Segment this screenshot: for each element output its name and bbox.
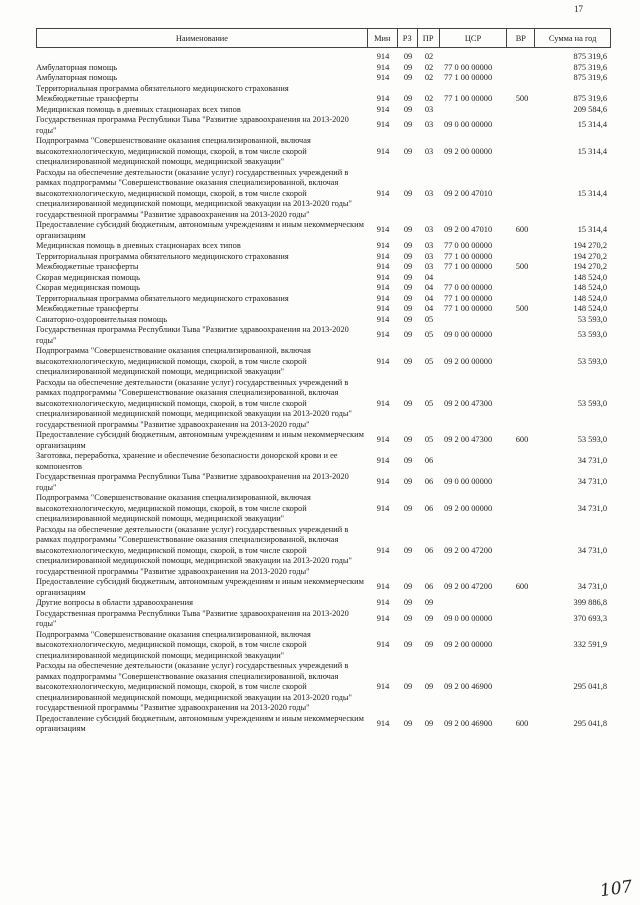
cell-name: Межбюджетные трансферты	[36, 262, 139, 271]
cell-rz: 09	[403, 640, 413, 649]
cell-pr: 09	[424, 598, 434, 607]
table-row	[36, 105, 611, 116]
cell-name: Санаторно-оздоровительная помощь	[36, 314, 168, 324]
cell-pr: 09	[424, 682, 434, 691]
cell-vr	[508, 598, 536, 609]
cell-pr: 04	[424, 293, 434, 303]
table-row	[36, 262, 611, 273]
cell-vr	[508, 346, 536, 378]
cell-rz: 09	[403, 456, 413, 466]
cell-vr: 600	[515, 435, 529, 445]
cell-sum: 15 314,4	[577, 146, 607, 156]
cell-vr	[508, 105, 536, 116]
cell-sum: 875 319,6	[573, 62, 607, 72]
cell-sum: 15 314,4	[577, 188, 607, 198]
cell-rz: 09	[403, 104, 413, 114]
cell-sum: 875 319,6	[573, 94, 607, 103]
cell-min: 914	[376, 104, 390, 114]
cell-csr: 09 2 00 00000	[444, 503, 493, 513]
table-row	[36, 325, 611, 346]
cell-csr: 77 0 00 00000	[444, 283, 493, 292]
cell-min: 914	[376, 188, 390, 198]
cell-csr: 09 0 00 00000	[444, 477, 493, 487]
cell-sum: 148 524,0	[573, 272, 607, 282]
cell-name: Заготовка, переработка, хранение и обеспечение безопасности донорской крови и ее компонентов	[36, 451, 338, 471]
table-row	[36, 315, 611, 326]
cell-sum: 194 270,2	[573, 262, 607, 271]
cell-name: Предоставление субсидий бюджетным, автономным учреждениям и иным некоммерческим организациям	[36, 430, 364, 450]
table-row	[36, 252, 611, 263]
cell-rz	[398, 84, 418, 95]
cell-csr: 09 0 00 00000	[444, 613, 493, 623]
cell-csr: 09 2 00 47300	[444, 398, 493, 408]
cell-sum: 148 524,0	[573, 304, 607, 313]
cell-rz: 09	[403, 188, 413, 198]
cell-sum: 148 524,0	[573, 293, 607, 303]
table-row	[36, 241, 611, 252]
cell-csr	[440, 451, 508, 472]
cell-name: Государственная программа Республики Тыва "Развитие здравоохранения на 2013-2020 годы"	[36, 472, 349, 492]
table-row	[36, 73, 611, 84]
cell-sum: 34 731,0	[577, 582, 607, 592]
table-row	[36, 115, 611, 136]
handwritten-mark: 107	[598, 876, 634, 902]
cell-vr: 600	[515, 718, 529, 728]
cell-name: Территориальная программа обязательного медицинского страхования	[36, 83, 289, 93]
header-min: Мин	[368, 29, 398, 47]
cell-min: 914	[376, 293, 390, 303]
cell-min: 914	[376, 262, 390, 271]
cell-csr	[440, 315, 508, 326]
cell-sum: 53 593,0	[577, 356, 607, 366]
cell-csr: 09 2 00 47010	[444, 188, 493, 198]
table-row	[36, 63, 611, 74]
cell-name: Предоставление субсидий бюджетным, автономным учреждениям и иным некоммерческим организациям	[36, 577, 364, 597]
cell-csr: 09 2 00 47010	[444, 225, 493, 235]
cell-rz: 09	[403, 477, 413, 487]
cell-vr	[508, 84, 536, 95]
cell-sum: 53 593,0	[577, 314, 607, 324]
cell-min: 914	[376, 718, 390, 728]
cell-pr: 05	[424, 398, 434, 408]
cell-rz: 09	[403, 435, 413, 445]
table-row	[36, 84, 611, 95]
cell-min: 914	[376, 314, 390, 324]
cell-name: Государственная программа Республики Тыва "Развитие здравоохранения на 2013-2020 годы"	[36, 325, 349, 345]
cell-pr: 09	[424, 640, 434, 649]
cell-csr: 77 1 00 00000	[444, 304, 493, 313]
cell-csr: 09 2 00 46900	[444, 682, 493, 691]
cell-sum: 332 591,9	[573, 640, 607, 649]
cell-vr	[508, 451, 536, 472]
cell-csr	[440, 84, 508, 95]
cell-vr	[508, 378, 536, 431]
cell-name: Межбюджетные трансферты	[36, 304, 139, 313]
cell-pr: 03	[424, 251, 434, 261]
cell-csr: 09 2 00 00000	[444, 640, 493, 649]
cell-name: Расходы на обеспечение деятельности (оказание услуг) государственных учреждений в рамках подпрограммы "Совершенствование оказания специализированной, включая высокотехнологическую, медицинской помощи, скорой, в том числе скорой специализированной медицинской помощи, медицинской эвакуации на 2013-2020 годы" государственной программы "Развитие здравоохранения на 2013-2020 годы"	[36, 377, 352, 429]
cell-name: Государственная программа Республики Тыва "Развитие здравоохранения на 2013-2020 годы"	[36, 608, 349, 628]
cell-sum: 295 041,8	[573, 718, 607, 728]
cell-pr: 04	[424, 304, 434, 313]
cell-sum: 875 319,6	[573, 52, 607, 61]
cell-rz: 09	[403, 283, 413, 292]
cell-name: Предоставление субсидий бюджетным, автономным учреждениям и иным некоммерческим организациям	[36, 220, 364, 240]
cell-vr	[508, 294, 536, 305]
table-row	[36, 493, 611, 525]
cell-name: Подпрограмма "Совершенствование оказания специализированной, включая высокотехнологическую, медицинской помощи, скорой, в том числе скорой специализированной медицинской помощи, медицинской эвакуации"	[36, 629, 311, 660]
cell-vr	[508, 63, 536, 74]
table-row	[36, 577, 611, 598]
cell-rz: 09	[403, 120, 413, 130]
cell-name: Подпрограмма "Совершенствование оказания специализированной, включая высокотехнологическую, медицинской помощи, скорой, в том числе скорой специализированной медицинской помощи, медицинской эвакуации"	[36, 136, 311, 166]
cell-min: 914	[376, 283, 390, 292]
cell-sum: 53 593,0	[577, 330, 607, 340]
cell-name: Территориальная программа обязательного медицинского страхования	[36, 293, 289, 303]
table-row	[36, 168, 611, 221]
cell-sum: 34 731,0	[577, 545, 607, 555]
cell-csr	[440, 273, 508, 284]
cell-min: 914	[376, 456, 390, 466]
cell-name: Скорая медицинская помощь	[36, 283, 140, 292]
cell-min: 914	[376, 545, 390, 555]
header-pr: ПР	[418, 29, 440, 47]
cell-sum: 34 731,0	[577, 456, 607, 466]
cell-vr	[508, 283, 536, 294]
header-sum: Сумма на год	[548, 33, 597, 43]
cell-vr: 600	[515, 225, 529, 235]
cell-pr: 05	[424, 330, 434, 340]
cell-name: Медицинская помощь в дневных стационарах всех типов	[36, 241, 241, 250]
cell-sum: 295 041,8	[573, 682, 607, 691]
cell-sum: 875 319,6	[573, 73, 607, 82]
cell-name: Амбулаторная помощь	[36, 73, 118, 82]
cell-vr	[508, 73, 536, 84]
cell-pr: 02	[424, 62, 434, 72]
cell-rz: 09	[403, 262, 413, 271]
cell-min: 914	[376, 73, 390, 82]
table-row	[36, 283, 611, 294]
cell-csr: 77 0 00 00000	[444, 241, 493, 250]
cell-rz: 09	[403, 52, 413, 61]
cell-rz: 09	[403, 251, 413, 261]
cell-pr: 03	[424, 120, 434, 130]
cell-sum: 148 524,0	[573, 283, 607, 292]
cell-vr	[508, 325, 536, 346]
cell-min: 914	[376, 477, 390, 487]
cell-name: Государственная программа Республики Тыва "Развитие здравоохранения на 2013-2020 годы"	[36, 115, 349, 135]
cell-rz: 09	[403, 146, 413, 156]
cell-csr	[440, 105, 508, 116]
cell-min: 914	[376, 503, 390, 513]
cell-rz: 09	[403, 314, 413, 324]
table-row	[36, 136, 611, 168]
cell-csr: 09 2 00 00000	[444, 146, 493, 156]
cell-vr	[508, 252, 536, 263]
cell-pr: 05	[424, 356, 434, 366]
cell-pr: 04	[424, 283, 434, 292]
cell-min: 914	[376, 598, 390, 607]
cell-sum: 194 270,2	[573, 241, 607, 250]
cell-name: Предоставление субсидий бюджетным, автономным учреждениям и иным некоммерческим организациям	[36, 713, 364, 733]
cell-csr: 77 1 00 00000	[444, 251, 493, 261]
cell-min: 914	[376, 52, 390, 61]
cell-pr: 03	[424, 241, 434, 250]
cell-sum: 15 314,4	[577, 225, 607, 235]
cell-vr: 600	[515, 582, 529, 592]
cell-min	[368, 84, 398, 95]
cell-rz: 09	[403, 94, 413, 103]
cell-rz: 09	[403, 718, 413, 728]
cell-rz: 09	[403, 598, 413, 607]
cell-vr	[508, 630, 536, 662]
cell-min: 914	[376, 330, 390, 340]
cell-sum: 34 731,0	[577, 503, 607, 513]
cell-pr: 02	[424, 94, 434, 103]
cell-csr: 77 0 00 00000	[444, 62, 493, 72]
cell-pr: 06	[424, 503, 434, 513]
table-row	[36, 220, 611, 241]
cell-pr: 06	[424, 477, 434, 487]
cell-min: 914	[376, 225, 390, 235]
cell-vr	[508, 609, 536, 630]
cell-pr: 03	[424, 188, 434, 198]
cell-csr: 77 1 00 00000	[444, 293, 493, 303]
cell-csr: 09 2 00 47300	[444, 435, 493, 445]
cell-rz: 09	[403, 613, 413, 623]
cell-csr: 09 2 00 00000	[444, 356, 493, 366]
table-row	[36, 430, 611, 451]
cell-rz: 09	[403, 62, 413, 72]
cell-sum: 209 584,6	[573, 104, 607, 114]
table-row	[36, 94, 611, 105]
table-row	[36, 598, 611, 609]
table-row	[36, 525, 611, 578]
cell-vr	[508, 115, 536, 136]
header-vr: ВР	[507, 29, 535, 47]
cell-min: 914	[376, 146, 390, 156]
cell-sum: 370 693,3	[573, 613, 607, 623]
cell-pr: 03	[424, 225, 434, 235]
table-body	[36, 52, 611, 735]
cell-csr	[440, 598, 508, 609]
table-row	[36, 609, 611, 630]
cell-vr	[508, 493, 536, 525]
cell-pr: 09	[424, 718, 434, 728]
cell-pr: 02	[424, 52, 434, 61]
table-row	[36, 378, 611, 431]
cell-min: 914	[376, 682, 390, 691]
cell-pr: 03	[424, 262, 434, 271]
cell-pr: 03	[424, 104, 434, 114]
cell-sum: 34 731,0	[577, 477, 607, 487]
cell-vr	[508, 315, 536, 326]
cell-vr	[508, 472, 536, 493]
cell-csr: 09 0 00 00000	[444, 330, 493, 340]
cell-pr: 05	[424, 314, 434, 324]
cell-csr: 77 1 00 00000	[444, 94, 493, 103]
cell-csr: 09 2 00 47200	[444, 545, 493, 555]
cell-min: 914	[376, 62, 390, 72]
header-csr: ЦСР	[440, 29, 508, 47]
table-row	[36, 451, 611, 472]
cell-name: Амбулаторная помощь	[36, 62, 118, 72]
cell-name: Расходы на обеспечение деятельности (оказание услуг) государственных учреждений в рамках подпрограммы "Совершенствование оказания специализированной, включая высокотехнологическую, медицинской помощи, скорой, в том числе скорой специализированной медицинской помощи, медицинской эвакуации на 2013-2020 годы" государственной программы "Развитие здравоохранения на 2013-2020 годы"	[36, 524, 352, 576]
cell-vr: 500	[515, 304, 529, 313]
table-row	[36, 273, 611, 284]
cell-min: 914	[376, 120, 390, 130]
cell-name: Подпрограмма "Совершенствование оказания специализированной, включая высокотехнологическую, медицинской помощи, скорой, в том числе скорой специализированной медицинской помощи, медицинской эвакуации"	[36, 493, 311, 523]
cell-vr	[508, 136, 536, 168]
table-row	[36, 472, 611, 493]
cell-rz: 09	[403, 241, 413, 250]
cell-vr	[508, 241, 536, 252]
cell-min: 914	[376, 272, 390, 282]
cell-rz: 09	[403, 330, 413, 340]
cell-pr: 06	[424, 582, 434, 592]
cell-csr: 77 1 00 00000	[444, 262, 493, 271]
cell-sum: 194 270,2	[573, 251, 607, 261]
cell-min: 914	[376, 94, 390, 103]
cell-rz: 09	[403, 293, 413, 303]
table-row	[36, 52, 611, 63]
cell-name: Подпрограмма "Совершенствование оказания специализированной, включая высокотехнологическую, медицинской помощи, скорой, в том числе скорой специализированной медицинской помощи, медицинской эвакуации"	[36, 346, 311, 376]
cell-rz: 09	[403, 545, 413, 555]
cell-name: Расходы на обеспечение деятельности (оказание услуг) государственных учреждений в рамках подпрограммы "Совершенствование оказания специализированной, включая высокотехнологическую, медицинской помощи, скорой, в том числе скорой специализированной медицинской помощи, медицинской эвакуации на 2013-2020 годы" государственной программы "Развитие здравоохранения на 2013-2020 годы"	[36, 661, 352, 712]
table-row	[36, 346, 611, 378]
cell-rz: 09	[403, 582, 413, 592]
cell-min: 914	[376, 251, 390, 261]
cell-rz: 09	[403, 73, 413, 82]
cell-name: Территориальная программа обязательного медицинского страхования	[36, 251, 289, 261]
cell-pr: 06	[424, 456, 434, 466]
cell-min: 914	[376, 582, 390, 592]
cell-pr: 05	[424, 435, 434, 445]
cell-csr: 09 2 00 47200	[444, 582, 493, 592]
cell-vr	[508, 52, 536, 63]
cell-name: Другие вопросы в области здравоохранения	[36, 598, 193, 607]
cell-rz: 09	[403, 225, 413, 235]
table-row	[36, 304, 611, 315]
cell-rz: 09	[403, 304, 413, 313]
cell-sum	[536, 84, 611, 95]
page-number: 17	[574, 4, 583, 14]
cell-name: Скорая медицинская помощь	[36, 272, 140, 282]
cell-min: 914	[376, 356, 390, 366]
cell-vr	[508, 525, 536, 578]
cell-min: 914	[376, 398, 390, 408]
cell-pr: 04	[424, 272, 434, 282]
cell-rz: 09	[403, 398, 413, 408]
cell-pr: 09	[424, 613, 434, 623]
cell-vr	[508, 168, 536, 221]
cell-vr: 500	[515, 262, 529, 271]
table-row	[36, 661, 611, 714]
cell-vr	[508, 273, 536, 284]
cell-sum: 53 593,0	[577, 398, 607, 408]
cell-min: 914	[376, 435, 390, 445]
cell-pr: 02	[424, 73, 434, 82]
cell-name: Расходы на обеспечение деятельности (оказание услуг) государственных учреждений в рамках подпрограммы "Совершенствование оказания специализированной, включая высокотехнологическую, медицинской помощи, скорой, в том числе скорой специализированной медицинской помощи, медицинской эвакуации на 2013-2020 годы" государственной программы "Развитие здравоохранения на 2013-2020 годы"	[36, 167, 352, 219]
table-row	[36, 294, 611, 305]
table-row	[36, 630, 611, 662]
cell-sum: 399 886,8	[573, 598, 607, 607]
header-name: Наименование	[37, 29, 368, 47]
cell-pr: 06	[424, 545, 434, 555]
cell-min: 914	[376, 640, 390, 649]
cell-rz: 09	[403, 682, 413, 691]
cell-name: Медицинская помощь в дневных стационарах всех типов	[36, 104, 241, 114]
cell-pr: 03	[424, 146, 434, 156]
cell-name	[36, 52, 368, 63]
table-header	[36, 28, 611, 48]
cell-vr: 500	[515, 94, 529, 103]
table-row	[36, 714, 611, 735]
cell-min: 914	[376, 241, 390, 250]
cell-name: Межбюджетные трансферты	[36, 94, 139, 103]
cell-min: 914	[376, 304, 390, 313]
cell-rz: 09	[403, 356, 413, 366]
cell-csr: 09 0 00 00000	[444, 120, 493, 130]
cell-sum: 53 593,0	[577, 435, 607, 445]
cell-sum: 15 314,4	[577, 120, 607, 130]
cell-pr	[418, 84, 440, 95]
header-rz: РЗ	[398, 29, 418, 47]
cell-min: 914	[376, 613, 390, 623]
cell-csr: 77 1 00 00000	[444, 73, 493, 82]
cell-vr	[508, 661, 536, 714]
cell-rz: 09	[403, 503, 413, 513]
cell-csr	[440, 52, 508, 63]
cell-csr: 09 2 00 46900	[444, 718, 493, 728]
cell-rz: 09	[403, 272, 413, 282]
